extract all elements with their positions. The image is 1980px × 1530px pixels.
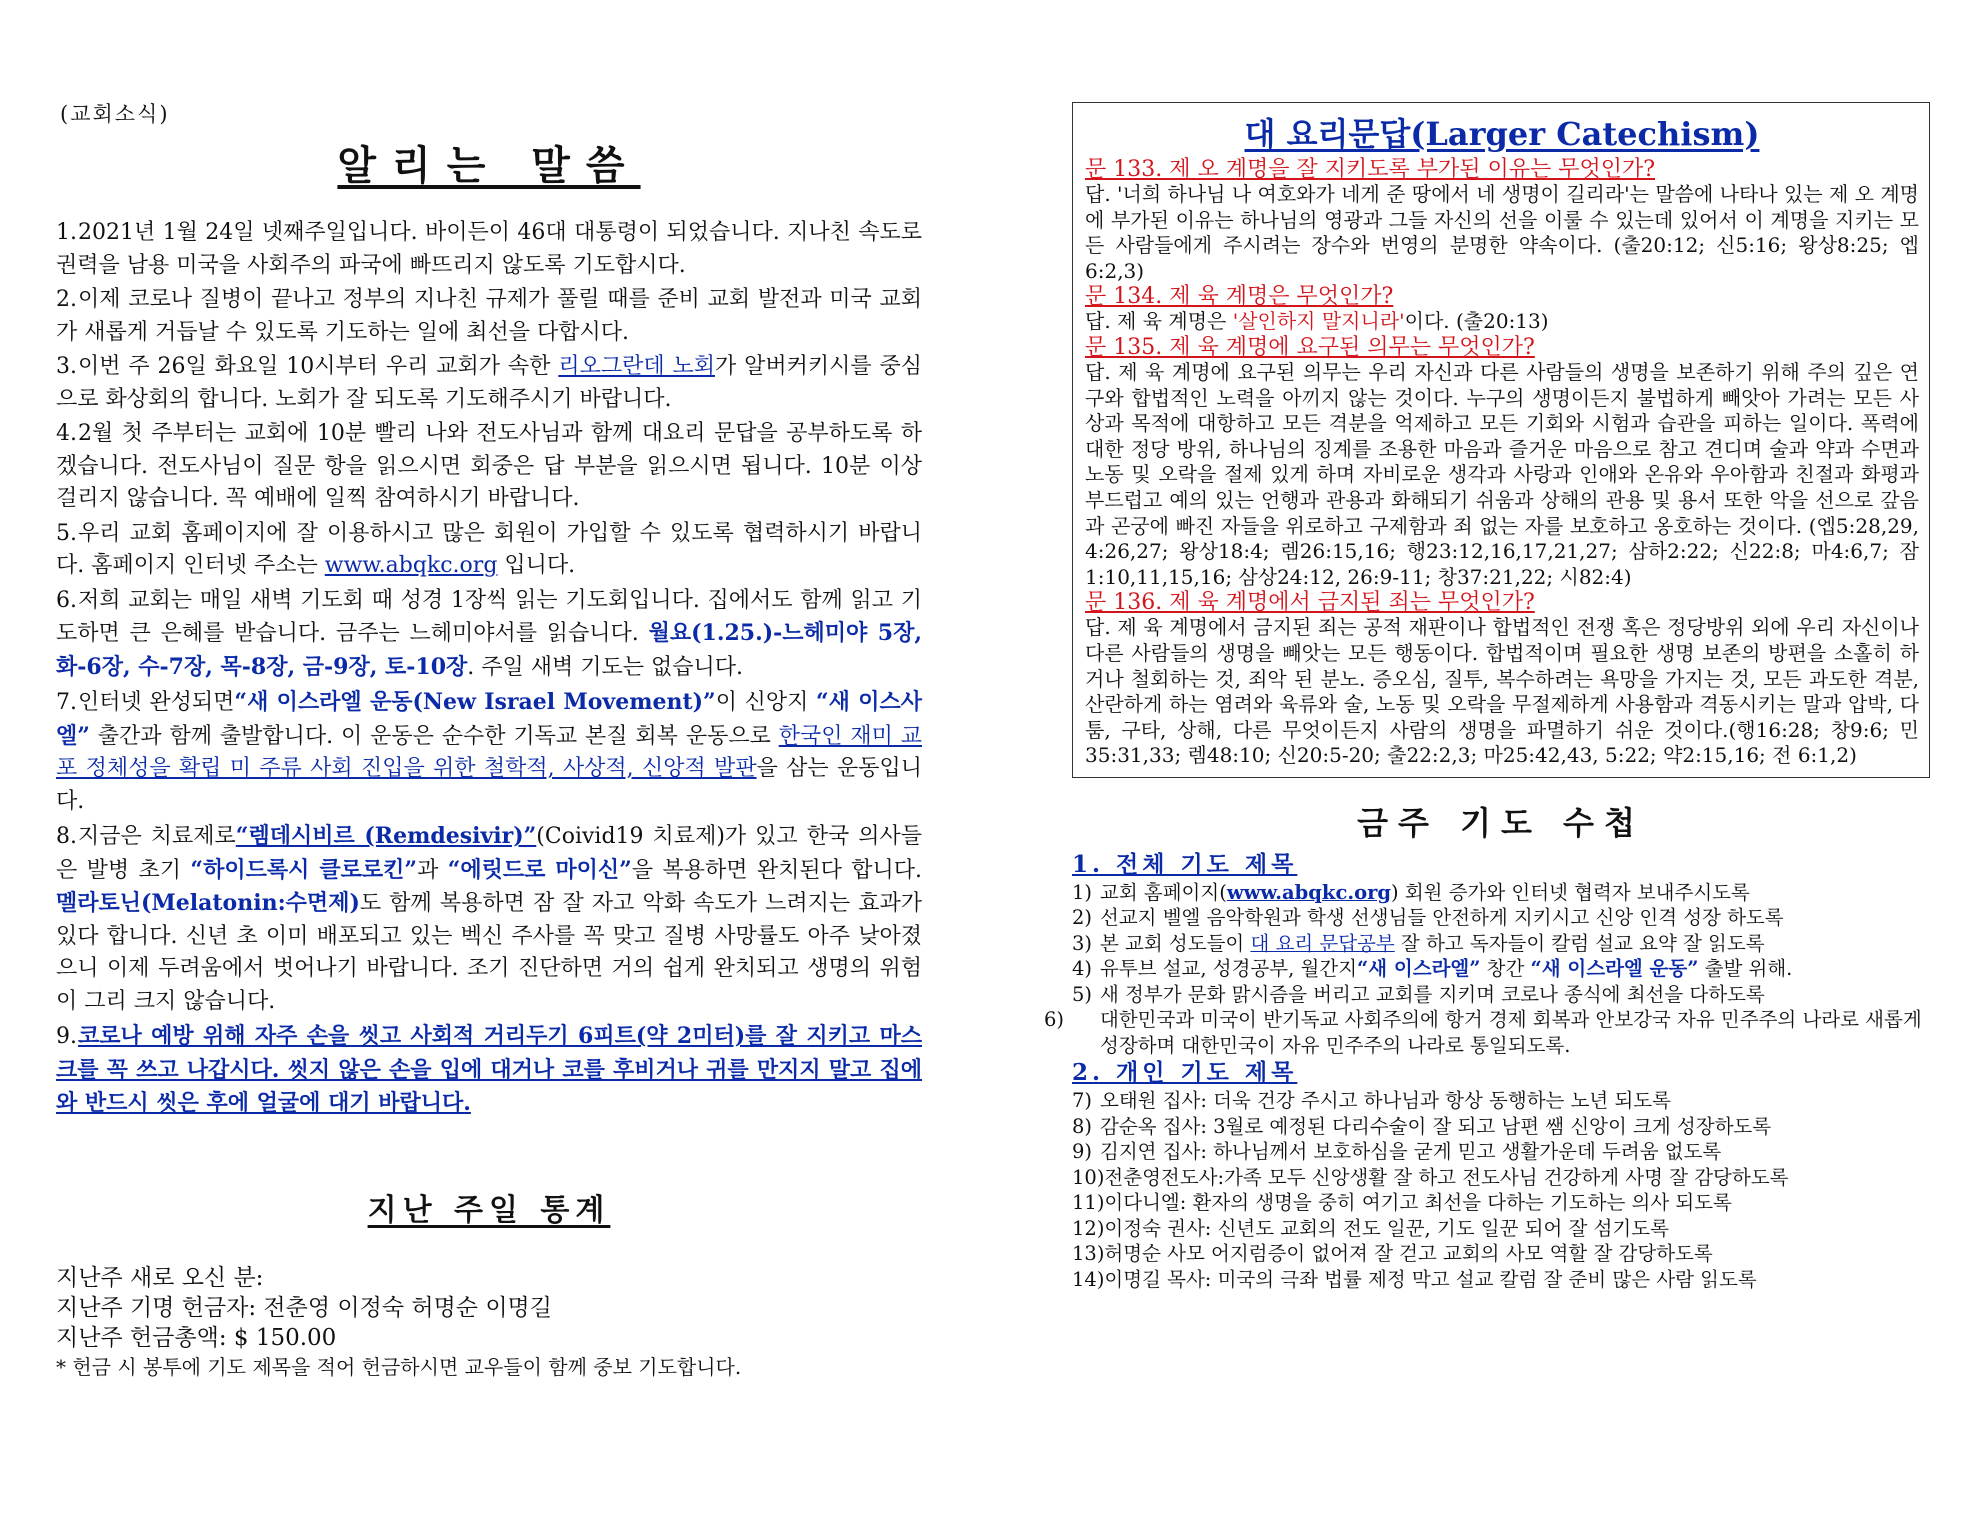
answer: 답. 제 육 계명에 요구된 의무는 우리 자신과 다른 사람들의 생명을 보존하기 위해 주의 깊은 연구와 합법적인 노력을 아끼지 않는 것이다. 누구의 생명이든지 불법하게 빼앗아 가려는 모든 사상과 목적에 대항하고 모든 격분을 억제하고 모든 기회와 시험과 습관을 피하는 일이다. 폭력에 대한 정당 방위, 하나님의 징계를 조용한 마음과 즐거운 마음으로 참고 견디며 술과 약과 수면과 노동 및 오락을 절제 있게 하며 자비로운 생각과 사랑과 인애와 온유와 우아함과 친절과 화평과 부드럽고 예의 있는 언행과 관용과 화해되기 쉬움과 상해의 관용 및 용서 또한 악을 선으로 갚음과 곤궁에 빠진 자들을 위로하고 구제함과 죄 없는 자를 보호하고 옹호하는 것이다. (엡5:28,29, 4:26,27; 왕상18:4; 렘26:15,16; 행23:12,16,17,21,27; 삼하2:22; 신22:8; 마4:6,7; 잠1:10,11,15,16; 삼상24:12, 26:9-11; 창37:21,22; 시82:4)	[1085, 359, 1919, 589]
movement-name: “새 이스라엘 운동”	[1530, 957, 1699, 981]
prayer-section-general: 1. 전체 기도 제목	[1072, 850, 1298, 878]
prayer-title: 금주 기도 수첩	[1357, 803, 1645, 842]
drug-erythromycin: “에릿드로 마이신”	[447, 856, 632, 883]
drug-remdesivir: “렘데시비르 (Remdesivir)”	[235, 823, 537, 849]
prayer-item: 11)이다니엘: 환자의 생명을 중히 여기고 최선을 다하는 기도하는 의사 되도록	[1072, 1191, 1732, 1215]
answer: 답. 제 육 계명은 '살인하지 말지니라'이다. (출20:13)	[1085, 309, 1549, 334]
announcement-item: 6.저희 교회는 매일 새벽 기도회 때 성경 1장씩 읽는 기도회입니다. 집에서도 함께 읽고 기도하면 큰 은혜를 받습니다. 금주는 느헤미야서를 읽습니다. 월요(1.25.)-느헤미야 5장, 화-6장, 수-7장, 목-8장, 금-9장, 토-10장. 주일 새벽 기도는 없습니다.	[56, 587, 922, 680]
new-visitors: 지난주 새로 오신 분:	[56, 1264, 264, 1291]
question: 문 136. 제 육 계명에서 금지된 죄는 무엇인가?	[1085, 590, 1535, 616]
catechism-title: 대 요리문답(Larger Catechism)	[1244, 115, 1760, 153]
page-title: 알리는 말씀	[337, 142, 641, 189]
announcement-item: 4.2월 첫 주부터는 교회에 10분 빨리 나와 전도사님과 함께 대요리 문답을 공부하도록 하겠습니다. 전도사님이 질문 항을 읽으시면 회중은 답 부분을 읽으시면 됩니다. 10분 이상 걸리지 않습니다. 꼭 예배에 일찍 참여하시기 바랍니다.	[56, 421, 922, 511]
donors: 지난주 기명 헌금자: 전춘영 이정숙 허명순 이명길	[56, 1294, 552, 1321]
announcement-item: 2.이제 코로나 질병이 끝나고 정부의 지나친 규제가 풀릴 때를 준비 교회 발전과 미국 교회가 새롭게 거듭날 수 있도록 기도하는 일에 최선을 다합시다.	[56, 287, 922, 345]
movement-purpose: 한국인 재미 교포 정체성을 확립 미 주류 사회 진입을 위한 철학적, 사상적, 신앙적 발판	[56, 723, 923, 781]
homepage-link[interactable]: www.abqkc.org	[1226, 880, 1392, 904]
question: 문 133. 제 오 계명을 잘 지키도록 부가된 이유는 무엇인가?	[1085, 157, 1656, 182]
announcement-item: 3.이번 주 26일 화요일 10시부터 우리 교회가 속한 리오그란데 노회가 알버커키시를 중심으로 화상회의 합니다. 노회가 잘 되도록 기도해주시기 바랍니다.	[56, 354, 922, 412]
catechism-study: 대 요리 문답공부	[1250, 931, 1395, 955]
prayer-item: 5) 새 정부가 문화 맑시즘을 버리고 교회를 지키며 코로나 종식에 최선을 다하도록	[1072, 982, 1765, 1006]
magazine-name: “새 이스사엘”	[56, 689, 922, 749]
prayer-item: 12)이정숙 권사: 신년도 교회의 전도 일꾼, 기도 일꾼 되어 잘 섬기도록	[1072, 1216, 1669, 1240]
prayer-item: 6) 대한민국과 미국이 반기독교 사회주의에 항거 경제 회복과 안보강국 자유 민주주의 나라로 새롭게 성장하며 대한민국이 자유 민주주의 나라로 통일되도록.	[1044, 1008, 1922, 1057]
announcement-item: 7.인터넷 완성되면“새 이스라엘 운동(New Israel Movement)”이 신앙지 “새 이스사엘” 출간과 함께 출발합니다. 이 운동은 순수한 기독교 본질 회복 운동으로 한국인 재미 교포 정체성을 확립 미 주류 사회 진입을 위한 철학적, 사상적, 신앙적 발판을 삼는 운동입니다.	[56, 689, 923, 814]
covid-guidance: 코로나 예방 위해 자주 손을 씻고 사회적 거리두기 6피트(약 2미터)를 잘 지키고 마스크를 꼭 쓰고 나갑시다. 씻지 않은 손을 입에 대거나 코를 후비거나 귀를 만지지 말고 집에 와 반드시 씻은 후에 얼굴에 대기 바랍니다.	[56, 1023, 922, 1116]
announcements-column	[56, 98, 922, 1381]
prayer-item: 2) 선교지 벨엘 음악학원과 학생 선생님들 안전하게 지키시고 신앙 인격 성장 하도록	[1072, 906, 1784, 930]
section-tag: (교회소식)	[60, 102, 170, 126]
reading-schedule: 월요(1.25.)-느헤미야 5장, 화-6장, 수-7장, 목-8장, 금-9장, 토-10장	[56, 620, 922, 680]
catechism-box	[1072, 102, 1930, 778]
drug-melatonin: 멜라토닌(Melatonin:수면제)	[56, 890, 360, 916]
prayer-item: 10)전춘영전도사:가족 모두 신앙생활 잘 하고 전도사님 건강하게 사명 잘 감당하도록	[1072, 1165, 1789, 1189]
prayer-item: 14)이명길 목사: 미국의 극좌 법률 제정 막고 설교 칼럼 잘 준비 많은 사람 읽도록	[1072, 1267, 1757, 1291]
prayer-item: 8) 감순옥 집사: 3월로 예정된 다리수술이 잘 되고 남편 쌤 신앙이 크게 성장하도록	[1072, 1114, 1772, 1138]
offering-total: 지난주 헌금총액: $ 150.00	[56, 1324, 337, 1351]
answer: 답. '너희 하나님 나 여호와가 네게 준 땅에서 네 생명이 길리라'는 말씀에 나타나 있는 제 오 계명에 부가된 이유는 하나님의 영광과 그들 자신의 선을 이룰 수 있는데 있어서 이 계명을 지키는 모든 사람들에게 주시려는 장수와 번영의 분명한 약속이다. (출20:12; 신5:16; 왕상8:25; 엡6:2,3)	[1085, 182, 1919, 283]
prayer-item: 1) 교회 홈페이지(www.abqkc.org) 회원 증가와 인터넷 협력자 보내주시도록	[1072, 880, 1750, 904]
answer: 답. 제 육 계명에서 금지된 죄는 공적 재판이나 합법적인 전쟁 혹은 정당방위 외에 우리 자신이나 다른 사람들의 생명을 빼앗는 모든 행동이다. 합법적이며 필요한 생명 보존의 방편을 소홀히 하거나 철회하는 것, 죄악 된 분노. 증오심, 질투, 복수하려는 욕망을 가지는 것, 모든 과도한 격분, 산란하게 하는 염려와 육류와 술, 노동 및 오락을 무절제하게 사용함과 격동시키는 말과 압박, 다툼, 구타, 상해, 다른 무엇이든지 사람의 생명을 파멸하기 쉬운 것이다.(행16:28; 창9:6; 민35:31,33; 렘48:10; 신20:5-20; 출22:2,3; 마25:42,43, 5:22; 약2:15,16; 전 6:1,2)	[1085, 615, 1919, 768]
homepage-link[interactable]: www.abqkc.org	[324, 553, 498, 578]
prayer-section-personal: 2. 개인 기도 제목	[1072, 1059, 1298, 1087]
prayer-item: 4) 유투브 설교, 성경공부, 월간지“새 이스라엘” 창간 “새 이스라엘 운동” 출발 위해.	[1072, 957, 1793, 981]
announcement-item: 5.우리 교회 홈페이지에 잘 이용하시고 많은 회원이 가입할 수 있도록 협력하시기 바랍니다. 홈페이지 인터넷 주소는 www.abqkc.org 입니다.	[56, 520, 922, 578]
prayer-item: 3) 본 교회 성도들이 대 요리 문답공부 잘 하고 독자들이 칼럼 설교 요약 잘 읽도록	[1072, 931, 1765, 955]
announcement-item: 1.2021년 1월 24일 넷째주일입니다. 바이든이 46대 대통령이 되었습니다. 지나친 속도로 권력을 남용 미국을 사회주의 파국에 빠뜨리지 않도록 기도합시다.	[56, 220, 922, 278]
presbytery-link[interactable]: 리오그란데 노회	[558, 354, 715, 379]
offering-note: * 헌금 시 봉투에 기도 제목을 적어 헌금하시면 교우들이 함께 중보 기도합니다.	[56, 1354, 742, 1379]
prayer-item: 9) 김지연 집사: 하나님께서 보호하심을 굳게 믿고 생활가운데 두려움 없도록	[1072, 1140, 1722, 1164]
movement-name: “새 이스라엘 운동(New Israel Movement)”	[234, 689, 716, 715]
question: 문 135. 제 육 계명에 요구된 의무는 무엇인가?	[1085, 334, 1535, 360]
drug-hcq: “하이드록시 클로로킨”	[190, 856, 418, 883]
stats-title: 지난 주일 통계	[367, 1192, 611, 1228]
prayer-item: 13)허명순 사모 어지럼증이 없어져 잘 걷고 교회의 사모 역할 잘 감당하도록	[1072, 1242, 1713, 1266]
announcement-item: 8.지금은 치료제로“렘데시비르 (Remdesivir)”(Coivid19 치료제)가 있고 한국 의사들은 발병 초기 “하이드록시 클로로킨”과 “에릿드로 마이신”을 복용하면 완치된다 합니다. 멜라토닌(Melatonin:수면제)도 함께 복용하면 잠 잘 자고 악화 속도가 느려지는 효과가 있다 합니다. 신년 초 이미 배포되고 있는 벡신 주사를 꼭 맞고 질병 사망률도 아주 낮아졌으니 이제 두려움에서 벗어나기 바랍니다. 조기 진단하면 거의 쉽게 완치되고 생명의 위험이 그리 크지 않습니다.	[56, 823, 922, 1014]
announcement-item: 9.코로나 예방 위해 자주 손을 씻고 사회적 거리두기 6피트(약 2미터)를 잘 지키고 마스크를 꼭 쓰고 나갑시다. 씻지 않은 손을 입에 대거나 코를 후비거나 귀를 만지지 말고 집에 와 반드시 씻은 후에 얼굴에 대기 바랍니다.	[56, 1023, 922, 1116]
right-column	[1044, 102, 1930, 1292]
magazine-name: “새 이스라엘”	[1357, 957, 1481, 981]
prayer-item: 7) 오태원 집사: 더욱 건강 주시고 하나님과 항상 동행하는 노년 되도록	[1072, 1089, 1671, 1113]
question: 문 134. 제 육 계명은 무엇인가?	[1085, 284, 1394, 310]
